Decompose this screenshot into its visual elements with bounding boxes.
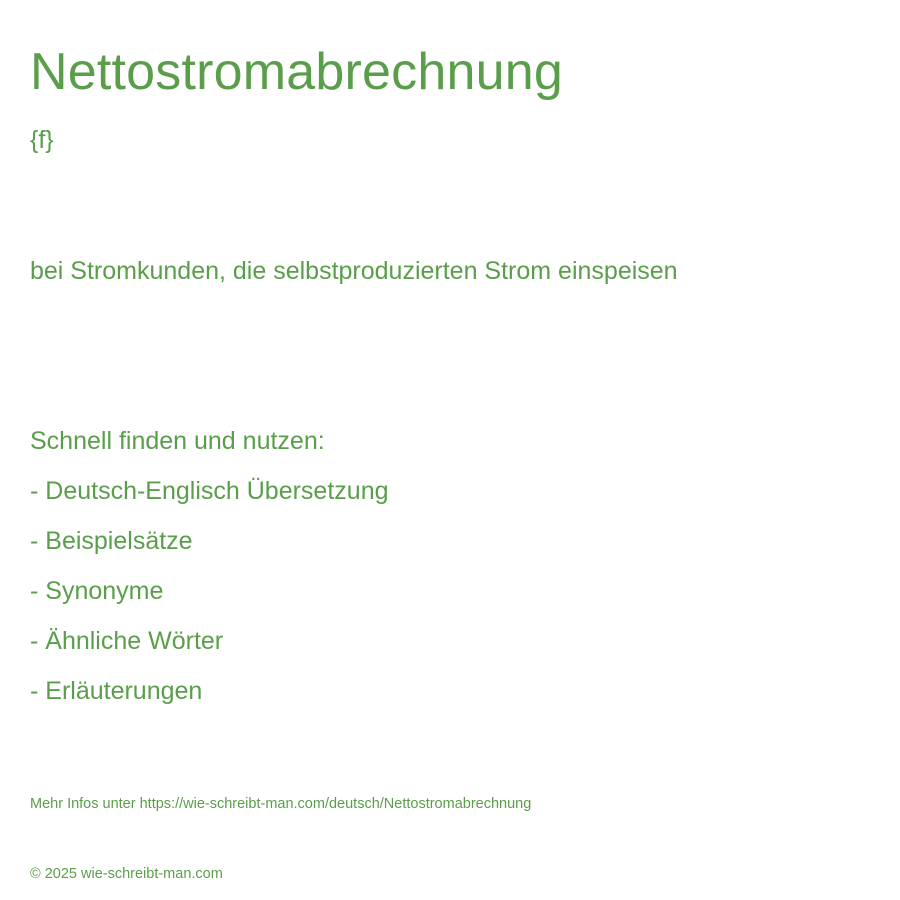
grammatical-gender: {f}	[30, 126, 54, 154]
feature-item-explanations: - Erläuterungen	[30, 677, 203, 705]
feature-item-example-sentences: - Beispielsätze	[30, 527, 193, 555]
copyright-notice: © 2025 wie-schreibt-man.com	[30, 866, 223, 882]
feature-item-similar-words: - Ähnliche Wörter	[30, 627, 224, 655]
page-title: Nettostromabrechnung	[30, 43, 563, 101]
feature-item-translation: - Deutsch-Englisch Übersetzung	[30, 477, 389, 505]
features-list	[30, 476, 389, 726]
feature-item-synonyms: - Synonyme	[30, 577, 164, 605]
word-definition: bei Stromkunden, die selbstproduzierten Strom einspeisen	[30, 257, 678, 285]
more-info-link: Mehr Infos unter https://wie-schreibt-man.com/deutsch/Nettostromabrechnung	[30, 796, 532, 812]
features-heading: Schnell finden und nutzen:	[30, 427, 325, 455]
